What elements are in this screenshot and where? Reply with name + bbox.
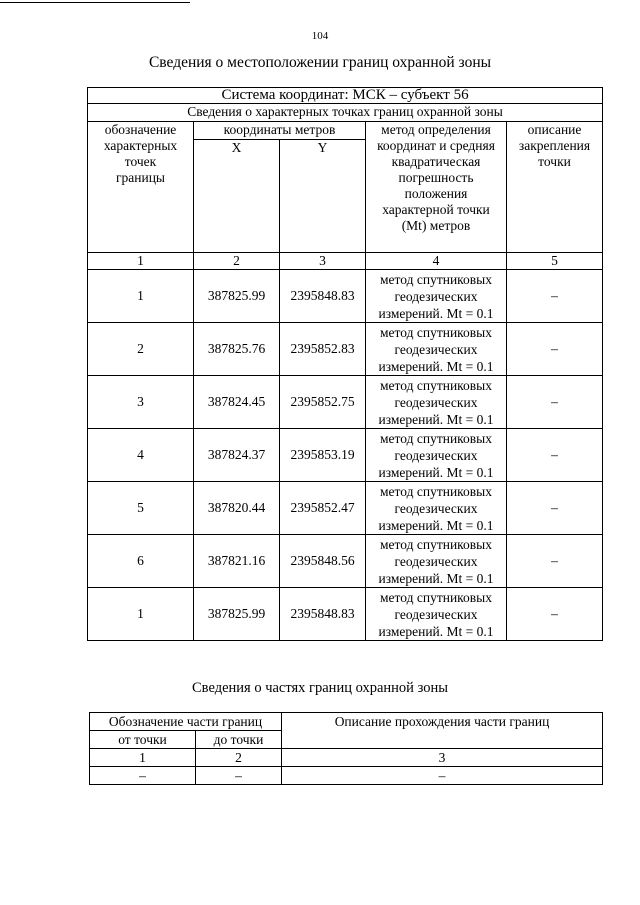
coord-system-cell: Система координат: МСК – субъект 56 [88, 88, 603, 104]
to-point-value: – [196, 767, 282, 785]
parts-header-row [90, 713, 603, 731]
column-number: 1 [88, 253, 194, 270]
method [366, 376, 507, 429]
method [366, 535, 507, 588]
header-description-line: закрепления [518, 138, 591, 153]
header-rule [0, 2, 190, 3]
y-coordinate: 2395852.75 [280, 376, 366, 429]
method-line: измерений. Mt = 0.1 [378, 570, 494, 586]
y-coordinate: 2395848.83 [280, 588, 366, 641]
header-part: Обозначение части границ [90, 713, 282, 731]
point-number: 2 [88, 323, 194, 376]
x-coordinate: 387821.16 [194, 535, 280, 588]
header-to-point: до точки [196, 731, 282, 749]
header-method-line: квадратическая [391, 154, 481, 169]
column-number: 2 [194, 253, 280, 270]
points-table [87, 87, 603, 641]
header-method-line: положения [404, 186, 468, 201]
table-row [88, 588, 603, 641]
header-designation-line: характерных [103, 138, 178, 153]
header-coordinates: координаты метров [194, 122, 366, 140]
method-line: геодезических [394, 500, 478, 516]
method-line: метод спутниковых [380, 430, 492, 446]
header-method-line: погрешность [398, 170, 474, 185]
point-description: – [507, 535, 603, 588]
parts-data-row [90, 767, 603, 785]
table-row [88, 270, 603, 323]
method-line: метод спутниковых [380, 483, 492, 499]
method [366, 270, 507, 323]
column-header-row [88, 122, 603, 140]
header-method-line: метод определения [381, 122, 491, 137]
table-row [88, 535, 603, 588]
header-description-line: точки [538, 154, 571, 169]
header-method-line: (Mt) метров [401, 218, 471, 233]
header-method-line: характерной точки [382, 202, 490, 217]
point-description: – [507, 270, 603, 323]
method [366, 482, 507, 535]
section-title-parts: Сведения о частях границ охранной зоны [192, 680, 448, 696]
points-body [88, 270, 603, 641]
method-line: геодезических [394, 288, 478, 304]
points-header-cell: Сведения о характерных точках границ охранной зоны [88, 104, 603, 122]
method-line: измерений. Mt = 0.1 [378, 517, 494, 533]
x-coordinate: 387824.37 [194, 429, 280, 482]
method [366, 323, 507, 376]
point-description: – [507, 323, 603, 376]
section-title-boundaries: Сведения о местоположении границ охранной зоны [148, 54, 492, 71]
method-line: геодезических [394, 553, 478, 569]
method-line: метод спутниковых [380, 536, 492, 552]
point-number: 4 [88, 429, 194, 482]
y-coordinate: 2395848.56 [280, 535, 366, 588]
y-coordinate: 2395852.47 [280, 482, 366, 535]
method [366, 588, 507, 641]
table-row [88, 323, 603, 376]
x-coordinate: 387824.45 [194, 376, 280, 429]
parts-number-row [90, 749, 603, 767]
x-coordinate: 387820.44 [194, 482, 280, 535]
method-line: измерений. Mt = 0.1 [378, 464, 494, 480]
table-row [88, 376, 603, 429]
header-designation-line: границы [115, 170, 166, 185]
part-description-value: – [282, 767, 603, 785]
point-number: 1 [88, 270, 194, 323]
method [366, 429, 507, 482]
y-coordinate: 2395853.19 [280, 429, 366, 482]
points-header-row [88, 104, 603, 122]
x-coordinate: 387825.76 [194, 323, 280, 376]
point-number: 6 [88, 535, 194, 588]
column-number: 3 [280, 253, 366, 270]
header-designation-line: обозначение [104, 122, 177, 137]
page-number: 104 [311, 30, 329, 42]
header-part-description: Описание прохождения части границ [282, 713, 603, 749]
header-y: Y [280, 140, 366, 253]
method-line: геодезических [394, 394, 478, 410]
coord-system-row [88, 88, 603, 104]
header-from-point: от точки [90, 731, 196, 749]
x-coordinate: 387825.99 [194, 588, 280, 641]
column-number-row [88, 253, 603, 270]
header-designation-line: точек [124, 154, 157, 169]
point-description: – [507, 588, 603, 641]
point-description: – [507, 482, 603, 535]
header-x: X [194, 140, 280, 253]
method-line: измерений. Mt = 0.1 [378, 305, 494, 321]
from-point-value: – [90, 767, 196, 785]
header-designation [88, 122, 194, 253]
method-line: измерений. Mt = 0.1 [378, 411, 494, 427]
y-coordinate: 2395848.83 [280, 270, 366, 323]
table-row [88, 429, 603, 482]
column-number: 4 [366, 253, 507, 270]
point-description: – [507, 376, 603, 429]
method-line: геодезических [394, 447, 478, 463]
point-number: 5 [88, 482, 194, 535]
point-description: – [507, 429, 603, 482]
point-number: 1 [88, 588, 194, 641]
header-method-line: координат и средняя [377, 138, 495, 153]
point-number: 3 [88, 376, 194, 429]
method-line: метод спутниковых [380, 589, 492, 605]
header-description-line: описание [527, 122, 582, 137]
method-line: геодезических [394, 341, 478, 357]
y-coordinate: 2395852.83 [280, 323, 366, 376]
column-number: 5 [507, 253, 603, 270]
header-method [366, 122, 507, 253]
method-line: метод спутниковых [380, 271, 492, 287]
column-number: 2 [196, 749, 282, 767]
column-number: 1 [90, 749, 196, 767]
column-number: 3 [282, 749, 603, 767]
x-coordinate: 387825.99 [194, 270, 280, 323]
method-line: метод спутниковых [380, 377, 492, 393]
method-line: геодезических [394, 606, 478, 622]
method-line: измерений. Mt = 0.1 [378, 358, 494, 374]
table-row [88, 482, 603, 535]
header-description [507, 122, 603, 253]
method-line: измерений. Mt = 0.1 [378, 623, 494, 639]
parts-table [89, 712, 603, 785]
method-line: метод спутниковых [380, 324, 492, 340]
